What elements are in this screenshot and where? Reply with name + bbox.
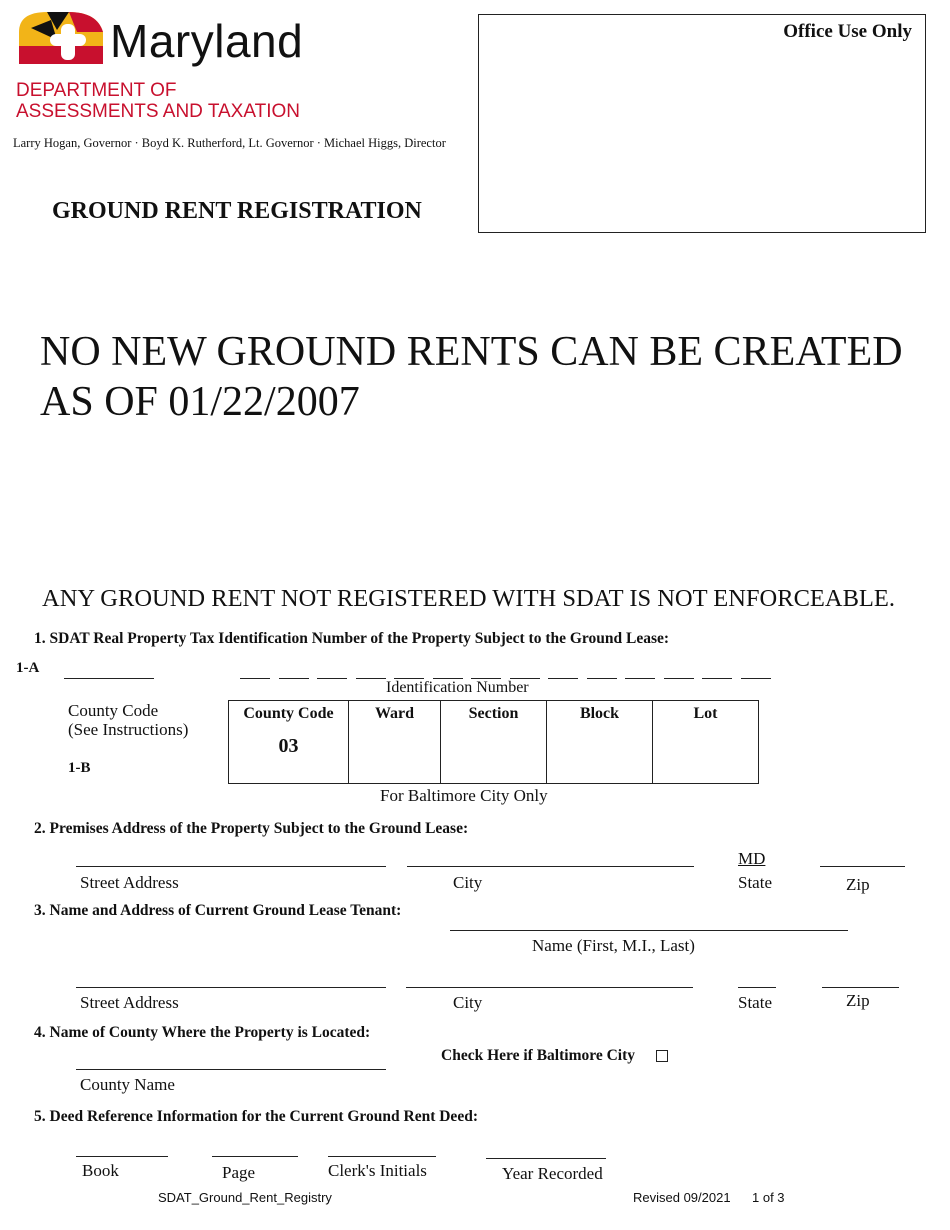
page-field[interactable]: [212, 1156, 298, 1157]
logo-wordmark: Maryland: [110, 15, 304, 67]
block-cell[interactable]: Block: [547, 701, 653, 784]
baltimore-city-checkbox[interactable]: [656, 1050, 668, 1062]
county-code-cell[interactable]: County Code 03: [229, 701, 349, 784]
street-label: Street Address: [80, 873, 179, 892]
tenant-city-label: City: [453, 993, 483, 1012]
officials-line: Larry Hogan, Governor · Boyd K. Rutherford, Lt. Governor · Michael Higgs, Director: [13, 136, 446, 150]
maryland-flag-logo-icon: [17, 10, 105, 64]
baltimore-city-check-label: Check Here if Baltimore City: [441, 1047, 635, 1064]
premises-city-field[interactable]: [407, 866, 694, 867]
tenant-state-label: State: [738, 993, 772, 1012]
id-digit-blank[interactable]: [625, 678, 655, 679]
tenant-state-field[interactable]: [738, 987, 776, 988]
dept-line-1: DEPARTMENT OF: [16, 80, 177, 101]
county-code-label: County Code: [68, 701, 159, 720]
county-name-field[interactable]: [76, 1069, 386, 1070]
section-5-title: 5. Deed Reference Information for the Current Ground Rent Deed:: [34, 1108, 478, 1125]
lot-cell[interactable]: Lot: [653, 701, 759, 784]
label-1a: 1-A: [16, 660, 40, 676]
premises-state-value[interactable]: MD: [738, 849, 766, 868]
section-3-title: 3. Name and Address of Current Ground Lease Tenant:: [34, 902, 402, 919]
office-use-box: [478, 14, 926, 233]
office-use-label: Office Use Only: [783, 21, 912, 42]
footer-revised: Revised 09/2021: [633, 1190, 731, 1205]
county-code-hint: (See Instructions): [68, 720, 189, 739]
id-digit-blank[interactable]: [317, 678, 347, 679]
baltimore-city-id-table: [228, 700, 759, 784]
id-digit-blank[interactable]: [587, 678, 617, 679]
id-digit-blank[interactable]: [664, 678, 694, 679]
tenant-street-field[interactable]: [76, 987, 386, 988]
clerk-initials-field[interactable]: [328, 1156, 436, 1157]
id-number-label: Identification Number: [386, 679, 529, 696]
tenant-name-label: Name (First, M.I., Last): [532, 936, 695, 955]
page-label: Page: [222, 1163, 256, 1182]
ward-cell[interactable]: Ward: [349, 701, 441, 784]
form-title: GROUND RENT REGISTRATION: [52, 198, 422, 224]
notice-line-2: AS OF 01/22/2007: [40, 379, 360, 425]
footer-page-number: 1 of 3: [752, 1190, 785, 1205]
dept-line-2: ASSESSMENTS AND TAXATION: [16, 101, 301, 122]
enforceability-warning: ANY GROUND RENT NOT REGISTERED WITH SDAT IS NOT ENFORCEABLE.: [42, 585, 895, 612]
zip-label: Zip: [846, 875, 870, 894]
section-1-title: 1. SDAT Real Property Tax Identification Number of the Property Subject to the Ground Lease:: [34, 630, 670, 647]
id-digit-blank[interactable]: [548, 678, 578, 679]
id-digit-blank[interactable]: [702, 678, 732, 679]
year-recorded-field[interactable]: [486, 1158, 606, 1159]
section-cell[interactable]: Section: [441, 701, 547, 784]
state-label: State: [738, 873, 772, 892]
section-4-title: 4. Name of County Where the Property is Located:: [34, 1024, 371, 1041]
county-name-label: County Name: [80, 1075, 175, 1094]
id-digit-blank[interactable]: [279, 678, 309, 679]
tenant-city-field[interactable]: [406, 987, 693, 988]
footer-form-name: SDAT_Ground_Rent_Registry: [158, 1190, 332, 1205]
year-label: Year Recorded: [502, 1164, 603, 1183]
clerk-label: Clerk's Initials: [328, 1161, 427, 1180]
book-label: Book: [82, 1161, 119, 1180]
tenant-street-label: Street Address: [80, 993, 179, 1012]
id-digit-blank[interactable]: [356, 678, 386, 679]
tenant-zip-field[interactable]: [822, 987, 899, 988]
notice-line-1: NO NEW GROUND RENTS CAN BE CREATED: [40, 329, 903, 375]
id-digit-blank[interactable]: [741, 678, 771, 679]
book-field[interactable]: [76, 1156, 168, 1157]
premises-street-field[interactable]: [76, 866, 386, 867]
county-code-field[interactable]: [64, 678, 154, 679]
id-digit-blank[interactable]: [240, 678, 270, 679]
tenant-zip-label: Zip: [846, 991, 870, 1010]
label-1b: 1-B: [68, 760, 91, 776]
table-note: For Baltimore City Only: [380, 786, 548, 805]
tenant-name-field[interactable]: [450, 930, 848, 931]
city-label: City: [453, 873, 483, 892]
section-2-title: 2. Premises Address of the Property Subject to the Ground Lease:: [34, 820, 469, 837]
premises-zip-field[interactable]: [820, 866, 905, 867]
